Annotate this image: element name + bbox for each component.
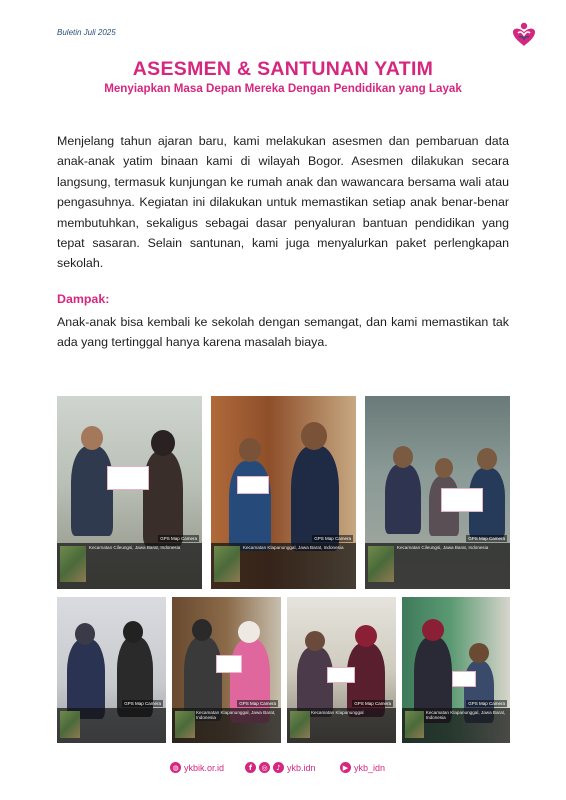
page-title: ASESMEN & SANTUNAN YATIM [132, 58, 434, 80]
youtube-handle-text: ykb_idn [354, 762, 386, 773]
social-links[interactable] [245, 762, 316, 773]
social-handle-text: ykb.idn [287, 762, 316, 773]
photo-2 [211, 396, 356, 589]
article-paragraph: Menjelang tahun ajaran baru, kami melakukan asesmen dan pembaruan data anak-anak yatim binaan kami di wilayah Bogor. Asesmen dilakukan secara langsung, termasuk kunjungan ke rumah anak dan wawancara bersama wali atau pengasuhnya. Kegiatan ini dilakukan untuk memastikan setiap anak benar-benar membutuhkan, sekaligus sebagai dasar penyaluran bantuan pendidikan yang tepat sasaran. Selain santunan, kami juga menyalurkan paket perlengkapan sekolah. [57, 134, 509, 271]
youtube-icon: ▶ [340, 762, 351, 773]
impact-paragraph: Anak-anak bisa kembali ke sekolah dengan semangat, dan kami memastikan tak ada yang tertinggal hanya karena masalah biaya. [57, 315, 509, 350]
website-link[interactable] [170, 762, 224, 773]
globe-icon: ◍ [170, 762, 181, 773]
edition-label: Buletin Juli 2025 [57, 28, 116, 37]
instagram-icon[interactable]: ◎ [259, 762, 270, 773]
impact-heading: Dampak: [57, 292, 110, 306]
geo-overlay: GPS Map Camera [57, 708, 166, 743]
footer [0, 762, 566, 778]
photo-6 [287, 597, 396, 743]
geo-title: Kecamatan Klapanunggal, Jawa Barat, Indonesia [195, 709, 276, 721]
geo-title: Kecamatan Klapanunggal, Jawa Barat, Indonesia [425, 709, 506, 721]
geo-overlay: GPS Map Camera Kecamatan Klapanunggal, Jawa Barat, Indonesia [211, 543, 356, 589]
youtube-link[interactable] [340, 762, 385, 773]
photo-7 [402, 597, 510, 743]
geo-title: Kecamatan Cileungsi, Jawa Barat, Indonesia [88, 544, 181, 550]
photo-4 [57, 597, 166, 743]
geo-overlay: GPS Map Camera Kecamatan Klapanunggal, Jawa Barat, Indonesia [172, 708, 281, 743]
geo-overlay: GPS Map Camera Kecamatan Klapanunggal, Jawa Barat, Indonesia [402, 708, 510, 743]
photo-3 [365, 396, 510, 589]
geo-title: Kecamatan Klapanunggal, Jawa Barat, Indonesia [242, 544, 344, 550]
website-text: ykbik.or.id [184, 762, 225, 773]
geo-overlay: GPS Map Camera Kecamatan Klapanunggal [287, 708, 396, 743]
tiktok-icon[interactable]: ♪ [273, 762, 284, 773]
geo-overlay: GPS Map Camera Kecamatan Cileungsi, Jawa Barat, Indonesia [57, 543, 202, 589]
geo-title: Kecamatan Klapanunggal [310, 709, 364, 715]
photo-5 [172, 597, 281, 743]
geo-title: Kecamatan Cileungsi, Jawa Barat, Indonesia [396, 544, 489, 550]
page-subtitle: Menyiapkan Masa Depan Mereka Dengan Pendidikan yang Layak [104, 82, 462, 95]
facebook-icon[interactable]: f [245, 762, 256, 773]
ykb-heart-logo-icon [510, 20, 538, 48]
geo-overlay: GPS Map Camera Kecamatan Cileungsi, Jawa Barat, Indonesia [365, 543, 510, 589]
photo-1 [57, 396, 202, 589]
